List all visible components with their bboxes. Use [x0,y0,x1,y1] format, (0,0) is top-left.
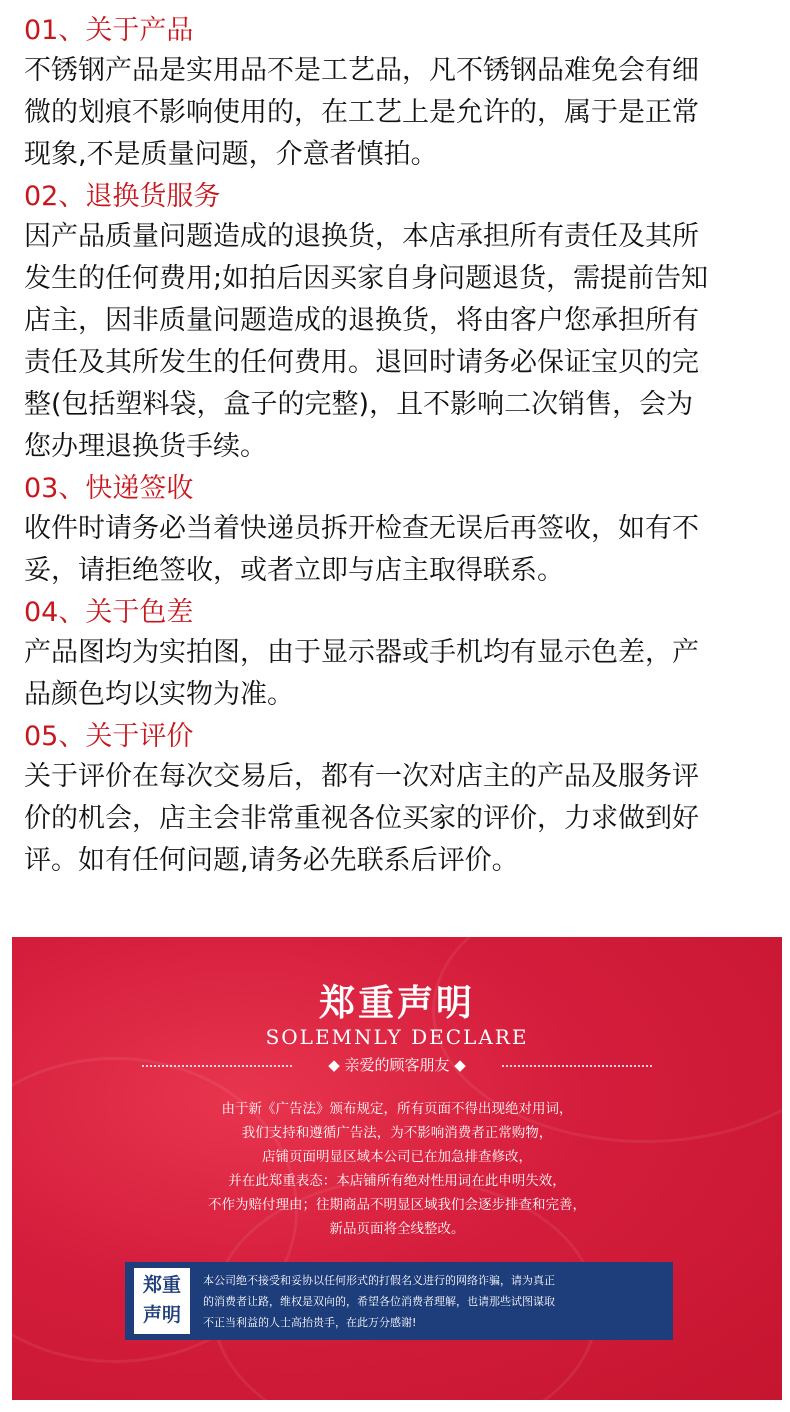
section-product [24,12,774,176]
body-line: 品颜色均以实物为准。 [24,679,294,710]
dotted-divider [142,1065,292,1067]
body-line: 现象,不是质量问题，介意者慎拍。 [24,139,438,170]
section-review [24,718,774,882]
body-line: 价的机会，店主会非常重视各位买家的评价，力求做到好 [24,803,699,834]
section-heading: 05、关于评价 [24,721,194,752]
section-body [24,50,774,176]
greeting-text: ◆ 亲爱的顾客朋友 ◆ [328,1056,466,1074]
section-heading: 01、关于产品 [24,15,194,46]
policy-content [24,12,774,884]
body-line: 店主，因非质量问题造成的退换货，将由客户您承担所有 [24,305,699,336]
banner-subtitle: SOLEMNLY DECLARE [265,1025,529,1049]
body-line: 收件时请务必当着快递员拆开检查无误后再签收，如有不 [24,513,699,544]
body-line: 因产品质量问题造成的退换货，本店承担所有责任及其所 [24,221,699,252]
section-heading: 03、快递签收 [24,473,194,504]
stamp-line: 声明 [142,1304,181,1326]
notice-line: 店铺页面明显区域本公司已在加急排查修改， [262,1149,532,1165]
section-body [24,216,774,468]
section-body [24,508,774,592]
notice-line: 并在此郑重表态：本店铺所有绝对性用词在此申明失效， [228,1173,566,1189]
declaration-stamp [134,1268,190,1334]
notice-line: 我们支持和遵循广告法，为不影响消费者正常购物， [241,1125,553,1141]
declaration-banner [12,937,782,1400]
anti-fraud-text [203,1270,665,1333]
section-heading: 04、关于色差 [24,597,194,628]
section-color [24,594,774,716]
body-line: 整(包括塑料袋，盒子的完整)，且不影响二次销售，会为 [24,389,694,420]
body-line: 产品图均为实拍图，由于显示器或手机均有显示色差，产 [24,637,699,668]
body-line: 不锈钢产品是实用品不是工艺品，凡不锈钢品难免会有细 [24,55,699,86]
stamp-line: 郑重 [142,1274,181,1296]
anti-fraud-line: 本公司绝不接受和妥协以任何形式的打假名义进行的网络诈骗，请为真正 [203,1274,555,1287]
body-line: 妥，请拒绝签收，或者立即与店主取得联系。 [24,555,564,586]
body-line: 责任及其所发生的任何费用。退回时请务必保证宝贝的完 [24,347,699,378]
section-delivery [24,470,774,592]
anti-fraud-line: 不正当利益的人士高抬贵手，在此万分感谢! [203,1316,417,1329]
banner-title: 郑重声明 [318,983,475,1024]
section-body [24,632,774,716]
section-returns [24,178,774,468]
anti-fraud-box [125,1262,673,1340]
section-body [24,756,774,882]
body-line: 微的划痕不影响使用的，在工艺上是允许的，属于是正常 [24,97,699,128]
notice-line: 由于新《广告法》颁布规定，所有页面不得出现绝对用词， [221,1101,573,1117]
notice-text [12,1097,782,1241]
body-line: 您办理退换货手续。 [24,431,267,462]
body-line: 评。如有任何问题,请务必先联系后评价。 [24,845,519,876]
notice-line: 新品页面将全线整改。 [329,1221,465,1237]
greeting-row [142,1053,652,1077]
body-line: 关于评价在每次交易后，都有一次对店主的产品及服务评 [24,761,699,792]
anti-fraud-line: 的消费者让路，维权是双向的，希望各位消费者理解，也请那些试图谋取 [203,1295,555,1308]
dotted-divider [502,1065,652,1067]
section-heading: 02、退换货服务 [24,181,221,212]
notice-line: 不作为赔付理由；往期商品不明显区域我们会逐步排查和完善， [208,1197,586,1213]
body-line: 发生的任何费用;如拍后因买家自身问题退货，需提前告知 [24,263,709,294]
